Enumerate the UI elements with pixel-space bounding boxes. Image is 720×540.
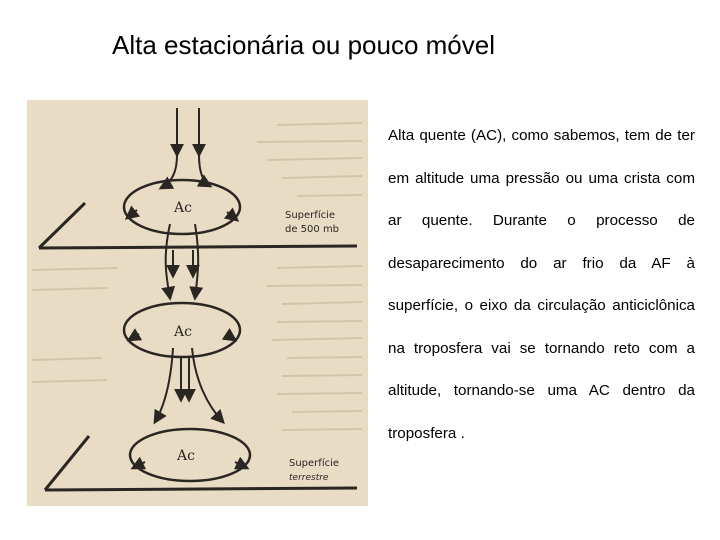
anticyclone-diagram	[27, 100, 368, 506]
high-label-top: Ac	[174, 200, 192, 216]
surface-ground-label-line2: terrestre	[289, 473, 329, 483]
high-label-middle: Ac	[174, 324, 192, 340]
surface-ground-label-line1: Superfície	[289, 458, 340, 469]
surface-500mb-label-line1: Superfície	[285, 210, 336, 221]
body-text: Alta quente (AC), como sabemos, tem de ter em altitude uma pressão ou uma crista com ar quente. Durante o processo de desaparecimento do ar frio da AF à superfície, o eixo da circulação anticiclônica na troposfera vai se tornando reto com a altitude, tornando-se uma AC dentro da troposfera .	[388, 127, 695, 442]
slide-title: Alta estacionária ou pouco móvel	[112, 30, 496, 60]
anticyclone-figure	[27, 100, 368, 506]
surface-500mb-label-line2: de 500 mb	[285, 224, 340, 235]
high-label-bottom: Ac	[177, 448, 195, 464]
